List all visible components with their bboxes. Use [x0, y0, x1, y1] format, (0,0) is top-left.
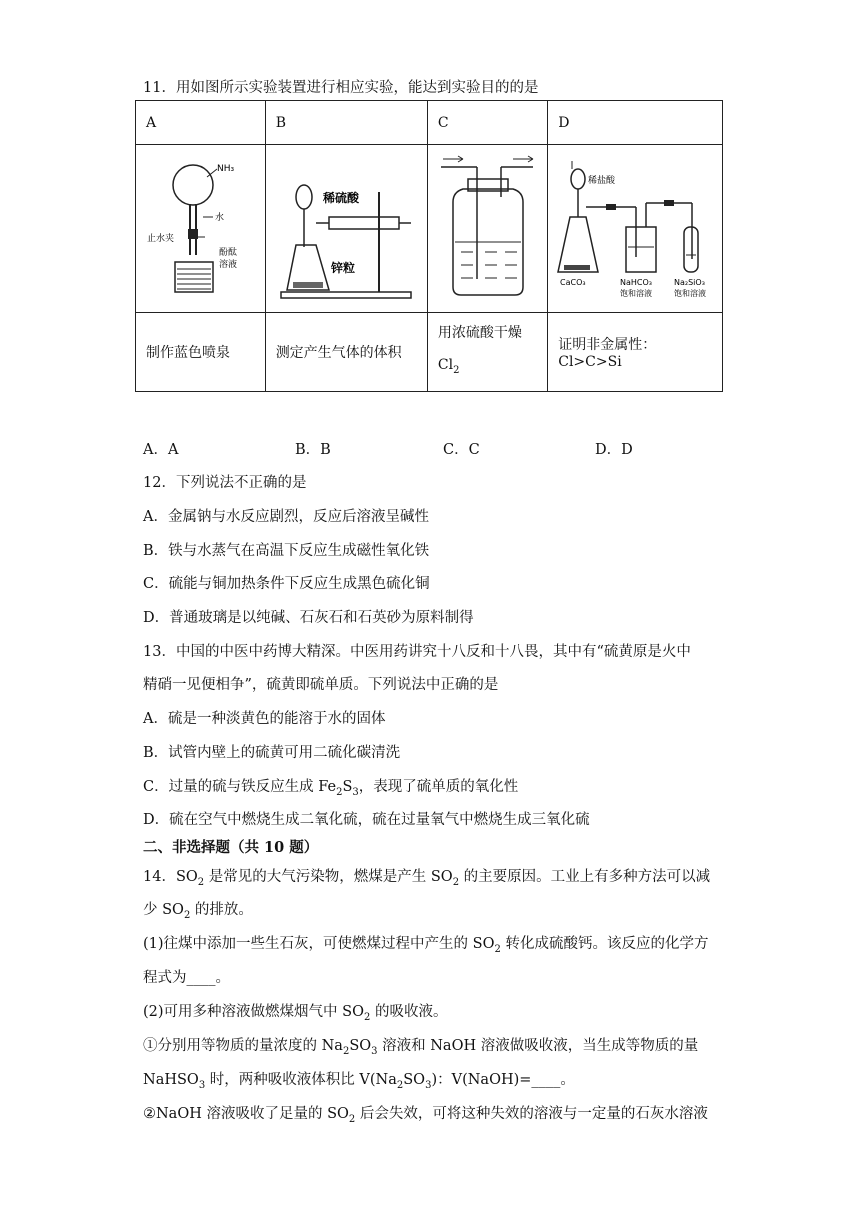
q11-options-table: [135, 100, 723, 392]
nonmetal-comparison-apparatus-icon: [550, 147, 720, 307]
q13-option-a[interactable]: A．硫是一种淡黄色的能溶于水的固体: [143, 711, 386, 727]
q12-stem: 12．下列说法不正确的是: [143, 475, 307, 491]
label-zinc: 锌粒: [331, 260, 356, 275]
q14-part1-line1: (1)往煤中添加一些生石灰，可使燃煤过程中产生的 $SO_2$ 转化成硫酸钙。该反应的化学方: [143, 936, 709, 955]
q14-part1-line2: 程式为____。: [143, 970, 230, 986]
q14-sub1-line2: NaHSO$_3$ 时，两种吸收液体积比 $V(Na_2SO_3)$：V(NaOH)=____。: [143, 1072, 575, 1091]
q14-part2: (2)可用多种溶液做燃煤烟气中 $SO_2$ 的吸收液。: [143, 1004, 448, 1023]
gas-washing-bottle-icon: [433, 147, 543, 307]
q12-option-b[interactable]: B．铁与水蒸气在高温下反应生成磁性氧化铁: [143, 543, 430, 559]
fountain-apparatus-icon: [145, 147, 255, 307]
description-c-formula: $Cl_2$: [437, 357, 460, 376]
apparatus-c: [427, 145, 547, 313]
label-dilute-sulfuric-acid: 稀硫酸: [323, 190, 360, 205]
choice-d[interactable]: D．D: [595, 442, 633, 458]
label-dilute-hcl: 稀盐酸: [588, 175, 616, 186]
description-b: 测定产生气体的体积: [265, 313, 427, 392]
label-clip: 止水夹: [147, 233, 175, 244]
q12-option-d[interactable]: D．普通玻璃是以纯碱、石灰石和石英砂为原料制得: [143, 610, 474, 626]
header-c: C: [427, 101, 547, 145]
label-saturated-1: 饱和溶液: [620, 288, 653, 298]
choice-a[interactable]: A．A: [143, 442, 179, 458]
apparatus-a: [136, 145, 266, 313]
q12-option-a[interactable]: A．金属钠与水反应剧烈，反应后溶液呈碱性: [143, 509, 429, 525]
q13-option-d[interactable]: D．硫在空气中燃烧生成二氧化硫，硫在过量氧气中燃烧生成三氧化硫: [143, 812, 590, 828]
q14-stem-line2: 少 $SO_2$ 的排放。: [143, 902, 253, 921]
description-a: 制作蓝色喷泉: [136, 313, 266, 392]
apparatus-d: [548, 145, 723, 313]
q13-stem-line1: 13．中国的中医中药博大精深。中医用药讲究十八反和十八畏，其中有“硫黄原是火中: [143, 644, 691, 660]
description-c-line1: 用浓硫酸干燥: [437, 325, 522, 342]
q14-sub1-line1: ①分别用等物质的量浓度的 $Na_2SO_3$ 溶液和 NaOH 溶液做吸收液，当生成等物质的量: [143, 1038, 699, 1057]
q11-stem: 11．用如图所示实验装置进行相应实验，能达到实验目的的是: [143, 80, 539, 96]
description-d: 证明非金属性：Cl>C>Si: [548, 313, 723, 392]
description-c: [427, 313, 547, 392]
q14-sub2-line1: ②NaOH 溶液吸收了足量的 $SO_2$ 后会失效，可将这种失效的溶液与一定量的石灰水溶液: [143, 1106, 708, 1125]
q13-option-c[interactable]: C．过量的硫与铁反应生成 $Fe_2S_3$，表现了硫单质的氧化性: [143, 779, 519, 798]
header-b: B: [265, 101, 427, 145]
header-a: A: [136, 101, 266, 145]
label-na2sio3: Na₂SiO₃: [674, 277, 706, 287]
label-nahco3: NaHCO₃: [620, 277, 653, 287]
q14-stem-line1: 14．$SO_2$ 是常见的大气污染物，燃煤是产生 $SO_2$ 的主要原因。工业上有多种方法可以减: [143, 869, 711, 888]
label-saturated-2: 饱和溶液: [674, 288, 707, 298]
label-nh3: NH₃: [217, 163, 235, 174]
gas-volume-apparatus-icon: [271, 147, 421, 307]
label-caco3: CaCO₃: [560, 277, 586, 287]
q13-stem-line2: 精硝一见便相争”，硫黄即硫单质。下列说法中正确的是: [143, 677, 499, 693]
header-d: D: [548, 101, 723, 145]
q12-option-c[interactable]: C．硫能与铜加热条件下反应生成黑色硫化铜: [143, 576, 430, 592]
label-water: 水: [215, 212, 225, 223]
q13-option-b[interactable]: B．试管内壁上的硫黄可用二硫化碳清洗: [143, 745, 401, 761]
section-title: 二、非选择题（共 10 题）: [143, 839, 319, 856]
label-indicator-2: 溶液: [219, 259, 238, 270]
label-indicator-1: 酚酞: [219, 247, 238, 258]
choice-b[interactable]: B．B: [295, 442, 331, 458]
apparatus-b: [265, 145, 427, 313]
choice-c[interactable]: C．C: [443, 442, 480, 458]
